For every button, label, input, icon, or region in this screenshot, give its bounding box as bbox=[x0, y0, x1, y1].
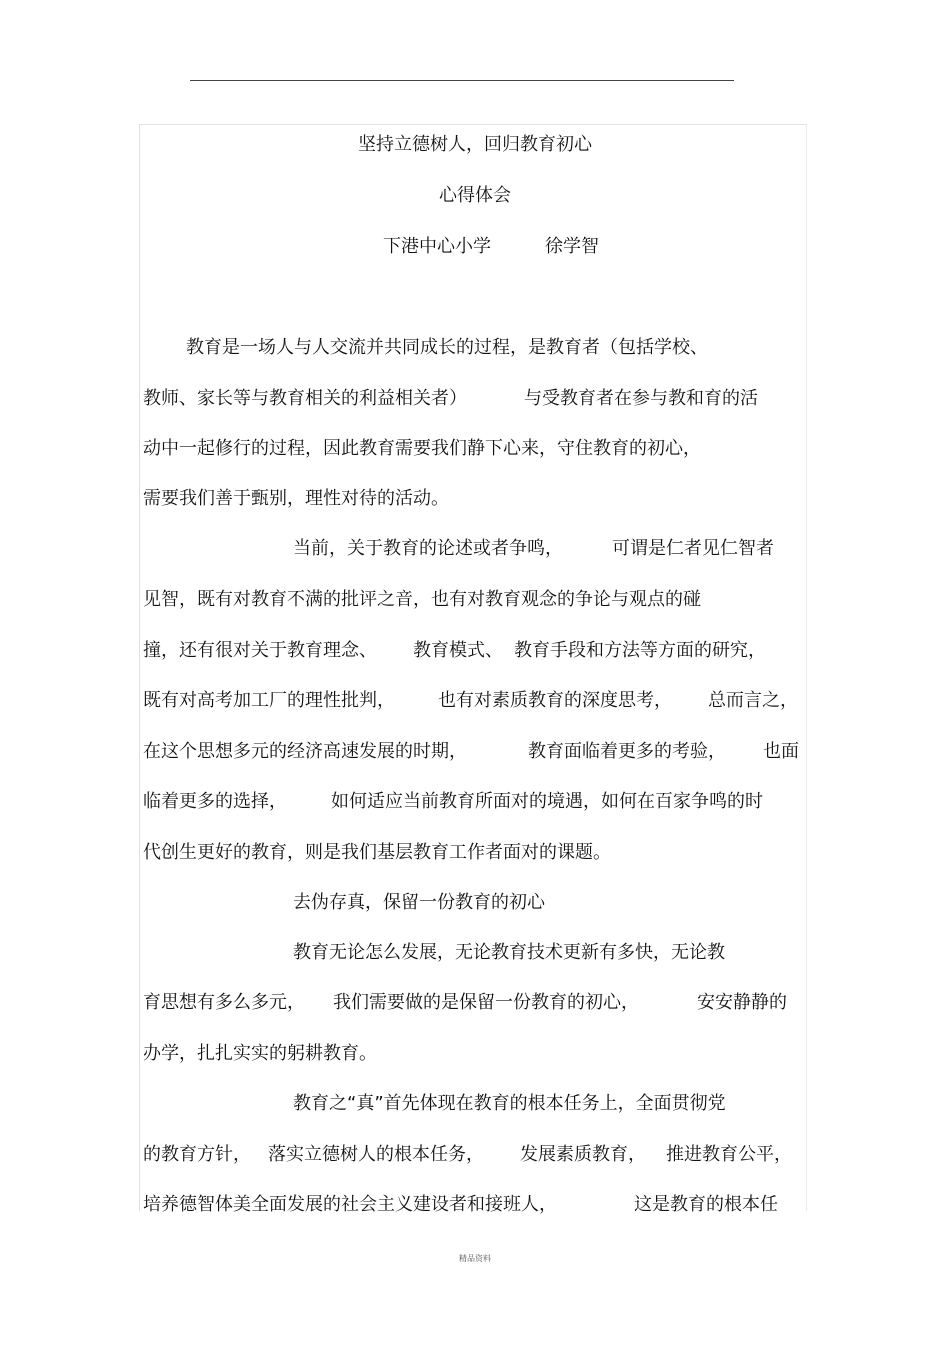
body-line-17c: 发展素质教育， bbox=[520, 1144, 646, 1165]
body-line-4: 需要我们善于甄别，理性对待的活动。 bbox=[143, 488, 449, 509]
body-line-15: 办学，扎扎实实的躬耕教育。 bbox=[143, 1043, 377, 1064]
body-line-11: 代创生更好的教育，则是我们基层教育工作者面对的课题。 bbox=[143, 842, 611, 863]
page-footer: 精品资料 bbox=[459, 1254, 491, 1263]
body-line-8b: 也有对素质教育的深度思考， bbox=[438, 690, 672, 711]
body-line-9a: 在这个思想多元的经济高速发展的时期， bbox=[143, 741, 467, 762]
body-line-5a: 当前，关于教育的论述或者争鸣， bbox=[293, 538, 563, 559]
body-line-6: 见智，既有对教育不满的批评之音，也有对教育观念的争论与观点的碰 bbox=[143, 589, 701, 610]
body-line-10b: 如何适应当前教育所面对的境遇，如何在百家争鸣的时 bbox=[331, 791, 763, 812]
body-line-18b: 这是教育的根本任 bbox=[634, 1194, 778, 1215]
body-line-17a: 的教育方针， bbox=[143, 1144, 251, 1165]
body-line-14a: 育思想有多么多元， bbox=[143, 992, 305, 1013]
body-line-5b: 可谓是仁者见仁智者 bbox=[612, 538, 774, 559]
body-line-14b: 我们需要做的是保留一份教育的初心， bbox=[333, 992, 639, 1013]
body-line-7c: 教育手段和方法等方面的研究， bbox=[514, 640, 766, 661]
body-line-16: 教育之“真”首先体现在教育的根本任务上，全面贯彻党 bbox=[293, 1093, 726, 1114]
body-line-2b: 与受教育者在参与教和育的活 bbox=[524, 388, 758, 409]
document-subtitle: 心得体会 bbox=[439, 185, 511, 206]
body-line-10a: 临着更多的选择， bbox=[143, 791, 287, 812]
body-line-3: 动中一起修行的过程，因此教育需要我们静下心来，守住教育的初心， bbox=[143, 438, 701, 459]
body-line-14c: 安安静静的 bbox=[697, 992, 787, 1013]
body-line-9b: 教育面临着更多的考验， bbox=[528, 741, 726, 762]
body-line-1: 教育是一场人与人交流并共同成长的过程，是教育者（包括学校、 bbox=[186, 337, 708, 358]
body-line-18a: 培养德智体美全面发展的社会主义建设者和接班人， bbox=[143, 1194, 557, 1215]
header-rule bbox=[190, 80, 734, 81]
body-line-7b: 教育模式、 bbox=[413, 640, 503, 661]
author-school: 下港中心小学 bbox=[383, 236, 491, 257]
body-line-17d: 推进教育公平， bbox=[666, 1144, 792, 1165]
body-line-8c: 总而言之， bbox=[708, 690, 798, 711]
body-line-2a: 教师、家长等与教育相关的利益相关者） bbox=[143, 388, 467, 409]
body-line-9c: 也面 bbox=[763, 741, 799, 762]
body-line-17b: 落实立德树人的根本任务， bbox=[268, 1144, 484, 1165]
body-line-8a: 既有对高考加工厂的理性批判， bbox=[143, 690, 395, 711]
section-heading: 去伪存真，保留一份教育的初心 bbox=[293, 892, 545, 913]
body-line-13: 教育无论怎么发展，无论教育技术更新有多快，无论教 bbox=[293, 942, 725, 963]
body-line-7a: 撞，还有很对关于教育理念、 bbox=[143, 640, 377, 661]
document-title: 坚持立德树人，回归教育初心 bbox=[358, 134, 592, 155]
author-name: 徐学智 bbox=[545, 236, 599, 257]
